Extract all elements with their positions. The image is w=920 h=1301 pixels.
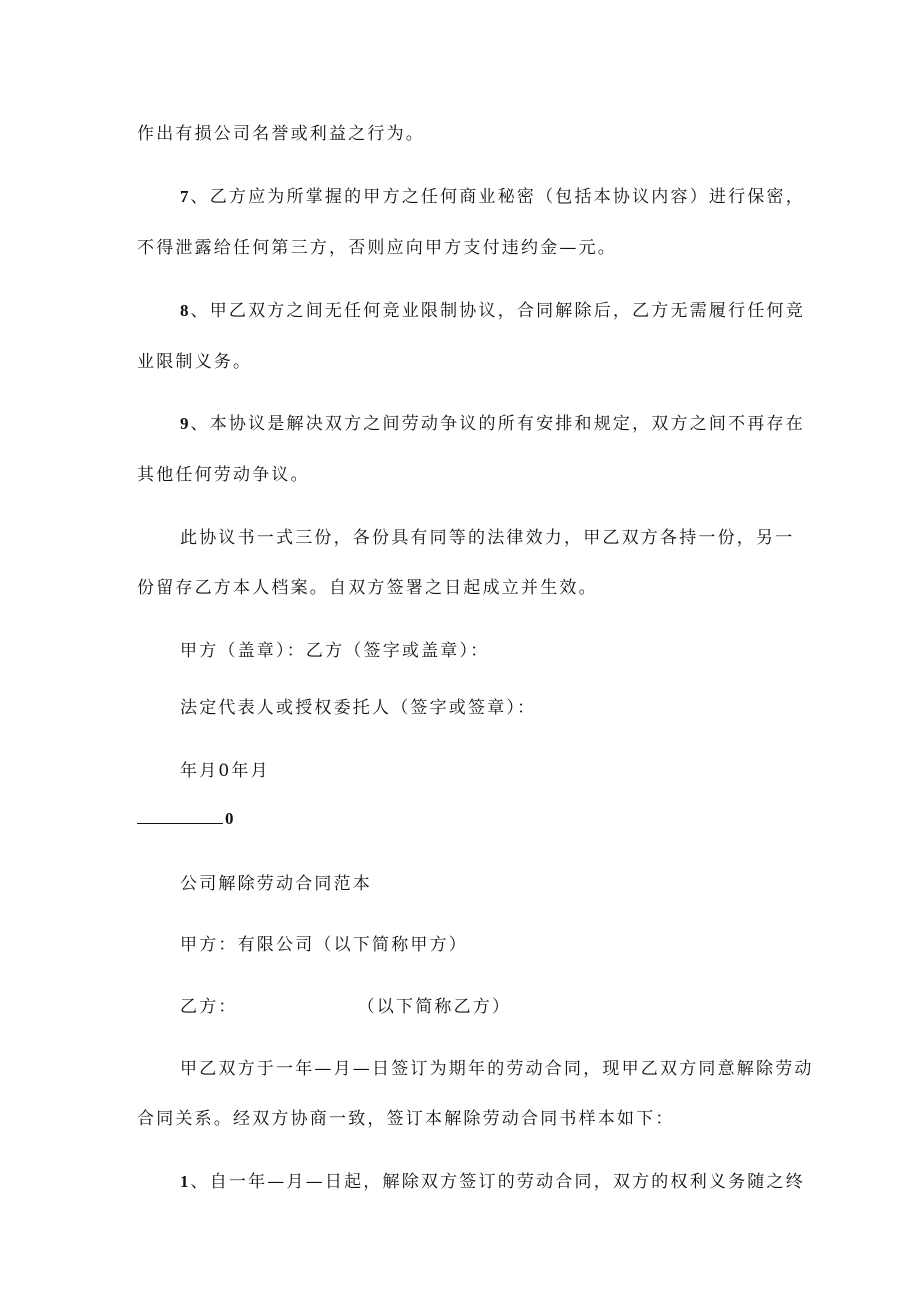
party-b-label: 乙方： (180, 997, 238, 1017)
paragraph-text: 0 (225, 809, 234, 828)
party-b-line (180, 996, 511, 1018)
copies-line-1 (180, 527, 794, 549)
paragraph-text: 甲方：有限公司（以下简称甲方） (180, 935, 468, 955)
copies-line-2 (137, 577, 598, 599)
paragraph-text: 公司解除劳动合同范本 (180, 874, 372, 894)
clause-9-line-1 (180, 413, 805, 435)
intro-line-1 (180, 1058, 814, 1080)
clause-1-line-1 (180, 1171, 805, 1193)
paragraph-text: 、甲乙双方之间无任何竞业限制协议，合同解除后，乙方无需履行任何竞 (190, 301, 805, 321)
paragraph-text: 不得泄露给任何第三方，否则应向甲方支付违约金—元。 (137, 238, 617, 258)
paragraph-text: 、自一年—月—日起，解除双方签订的劳动合同，双方的权利义务随之终 (190, 1172, 805, 1192)
intro-line-2 (137, 1108, 675, 1130)
paragraph-text: 业限制义务。 (137, 352, 253, 372)
clause-9-line-2 (137, 464, 310, 486)
signature-parties (180, 640, 489, 662)
clause-number: 9 (180, 414, 189, 433)
paragraph-text: 、乙方应为所掌握的甲方之任何商业秘密（包括本协议内容）进行保密， (190, 187, 805, 207)
clause-7-line-2 (137, 237, 617, 259)
party-b-note: （以下简称乙方） (357, 997, 512, 1017)
clause-8-line-2 (137, 351, 252, 373)
date-line (180, 760, 270, 782)
paragraph-text: 甲方（盖章）：乙方（签字或盖章）： (180, 641, 490, 661)
section-title (180, 873, 372, 895)
clause-7-line-1 (180, 186, 805, 208)
paragraph-text: 、本协议是解决双方之间劳动争议的所有安排和规定，双方之间不再存在 (190, 414, 805, 434)
clause-number: 1 (180, 1172, 189, 1191)
text-line (137, 123, 425, 145)
paragraph-text: 合同关系。经双方协商一致，签订本解除劳动合同书样本如下： (137, 1109, 675, 1129)
clause-number: 7 (180, 187, 189, 206)
clause-number: 8 (180, 301, 189, 320)
paragraph-text: 法定代表人或授权委托人（签字或签章）： (180, 698, 537, 718)
paragraph-text: 作出有损公司名誉或利益之行为。 (137, 124, 425, 144)
paragraph-text: 年月0年月 (180, 761, 270, 781)
paragraph-text: 份留存乙方本人档案。自双方签署之日起成立并生效。 (137, 578, 598, 598)
party-a-line (180, 934, 468, 956)
clause-8-line-1 (180, 300, 805, 322)
paragraph-text: 此协议书一式三份，各份具有同等的法律效力，甲乙双方各持一份，另一 (180, 528, 795, 548)
paragraph-text: 其他任何劳动争议。 (137, 465, 310, 485)
signature-representative (180, 697, 536, 719)
paragraph-text: 甲乙双方于一年—月—日签订为期年的劳动合同，现甲乙双方同意解除劳动 (180, 1059, 814, 1079)
underline-blank (137, 809, 223, 824)
blank-signature-line (137, 808, 234, 830)
